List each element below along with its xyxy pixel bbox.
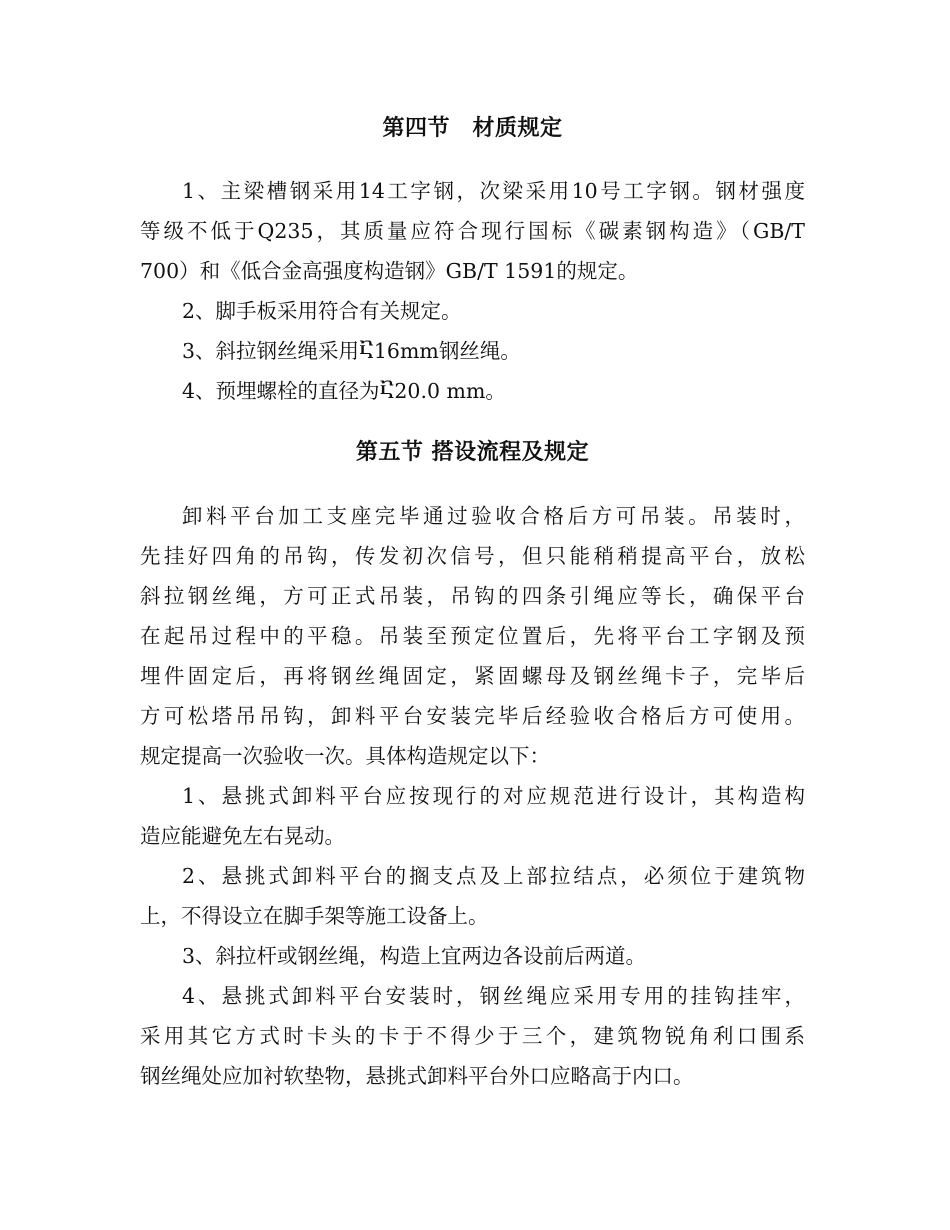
- text-line: 上，不得设立在脚手架等施工设备上。: [140, 904, 489, 928]
- text-line: 卸料平台加工支座完毕通过验收合格后方可吊装。吊装时，: [182, 504, 805, 528]
- section-4-body: [140, 171, 805, 411]
- text-line: 采用其它方式时卡头的卡于不得少于三个，建筑物锐角利口围系: [140, 1024, 805, 1048]
- text-line: 埋件固定后，再将钢丝绳固定，紧固螺母及钢丝绳卡子，完毕后: [140, 664, 805, 688]
- section-5-title: 第五节 搭设流程及规定: [355, 439, 590, 465]
- text-line: 4、预埋螺栓的直径为Ⴀ20.0 mm。: [182, 379, 506, 403]
- section-5-body: [140, 496, 805, 1096]
- text-line: 在起吊过程中的平稳。吊装至预定位置后，先将平台工字钢及预: [140, 624, 805, 648]
- text-line: 等级不低于Q235，其质量应符合现行国标《碳素钢构造》（GB/T: [140, 219, 805, 243]
- text-line: 方可松塔吊吊钩，卸料平台安装完毕后经验收合格后方可使用。: [140, 704, 805, 728]
- text-line: 3、斜拉杆或钢丝绳，构造上宜两边各设前后两道。: [182, 944, 647, 968]
- text-line: 2、悬挑式卸料平台的搁支点及上部拉结点，必须位于建筑物: [182, 864, 805, 888]
- text-line: 规定提高一次验收一次。具体构造规定以下：: [140, 744, 550, 768]
- text-line: 4、悬挑式卸料平台安装时，钢丝绳应采用专用的挂钩挂牢，: [182, 984, 805, 1008]
- text-line: 1、悬挑式卸料平台应按现行的对应规范进行设计，其构造构: [182, 784, 805, 808]
- text-line: 1、主梁槽钢采用14工字钢，次梁采用10号工字钢。钢材强度: [182, 179, 805, 203]
- text-line: 3、斜拉钢丝绳采用Ⴀ16mm钢丝绳。: [182, 339, 521, 363]
- document-page: [140, 108, 805, 1096]
- text-line: 先挂好四角的吊钩，传发初次信号，但只能稍稍提高平台，放松: [140, 544, 805, 568]
- text-line: 斜拉钢丝绳，方可正式吊装，吊钩的四条引绳应等长，确保平台: [140, 584, 805, 608]
- section-4-title: 第四节 材质规定: [382, 115, 563, 141]
- text-line: 造应能避免左右晃动。: [140, 824, 345, 848]
- text-line: 700）和《低合金高强度构造钢》GB/T 1591的规定。: [140, 259, 639, 283]
- text-line: 2、脚手板采用符合有关规定。: [182, 299, 462, 323]
- text-line: 钢丝绳处应加衬软垫物，悬挑式卸料平台外口应略高于内口。: [140, 1064, 694, 1088]
